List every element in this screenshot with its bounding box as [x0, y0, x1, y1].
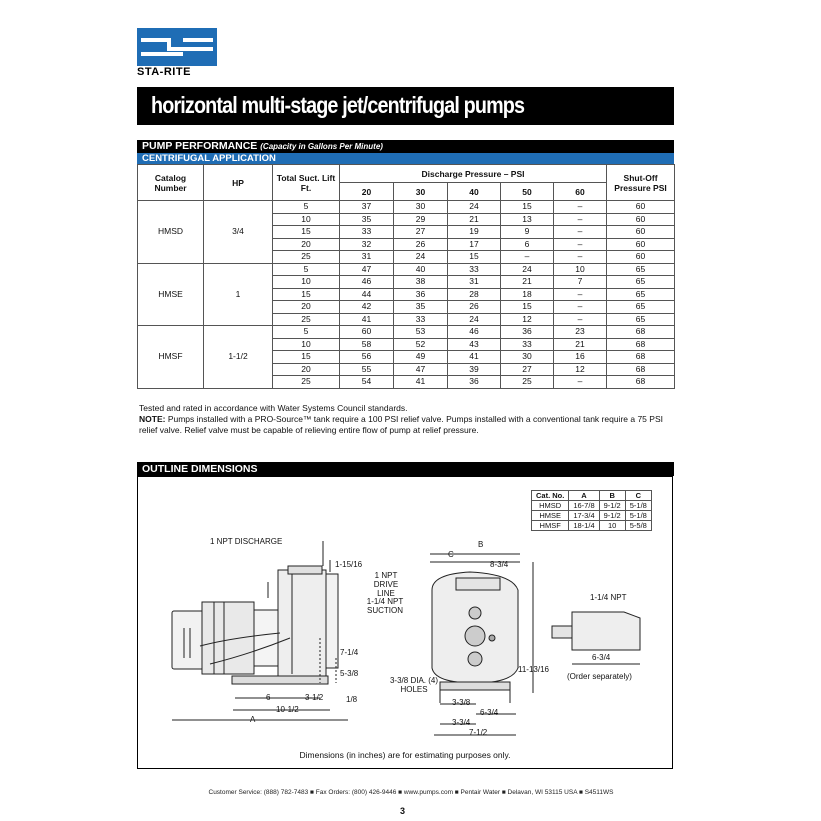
- capacity-cell: 41: [448, 351, 501, 364]
- col-psi-60: 60: [554, 183, 607, 201]
- capacity-cell: 21: [448, 213, 501, 226]
- hp-cell: 3/4: [204, 201, 273, 264]
- capacity-cell: 19: [448, 226, 501, 239]
- capacity-cell: 35: [340, 213, 394, 226]
- shutoff-cell: 60: [607, 213, 675, 226]
- capacity-cell: 21: [501, 276, 554, 289]
- shutoff-cell: 60: [607, 251, 675, 264]
- table-row: [138, 201, 675, 214]
- dims-cell: 5-5/8: [625, 521, 651, 531]
- capacity-cell: 30: [501, 351, 554, 364]
- dims-cell: 18-1/4: [569, 521, 599, 531]
- capacity-cell: –: [501, 251, 554, 264]
- dims-cell: 9-1/2: [599, 511, 625, 521]
- capacity-cell: 16: [554, 351, 607, 364]
- lift-cell: 5: [273, 263, 340, 276]
- outline-title: OUTLINE DIMENSIONS: [142, 463, 258, 475]
- label-10-1-2: 10-1/2: [276, 705, 299, 714]
- capacity-cell: 7: [554, 276, 607, 289]
- label-6-3-4b: 6-3/4: [592, 653, 611, 662]
- shutoff-cell: 68: [607, 363, 675, 376]
- capacity-cell: 42: [340, 301, 394, 314]
- col-psi-20: 20: [340, 183, 394, 201]
- dims-cell: 10: [599, 521, 625, 531]
- capacity-cell: 21: [554, 338, 607, 351]
- label-npt-drive: 1 NPT DRIVE LINE: [373, 571, 399, 598]
- relief-note: [139, 414, 679, 436]
- dims-cell: 5-1/8: [625, 501, 651, 511]
- capacity-cell: 60: [340, 326, 394, 339]
- capacity-cell: 46: [448, 326, 501, 339]
- capacity-cell: 30: [394, 201, 448, 214]
- col-catalog: Catalog Number: [138, 165, 204, 201]
- capacity-cell: 26: [448, 301, 501, 314]
- capacity-cell: 31: [340, 251, 394, 264]
- capacity-cell: 33: [340, 226, 394, 239]
- brand-logo: [137, 28, 217, 66]
- capacity-cell: 47: [340, 263, 394, 276]
- label-7-1-4: 7-1/4: [340, 648, 359, 657]
- lift-cell: 25: [273, 376, 340, 389]
- hp-cell: 1: [204, 263, 273, 326]
- label-order-separately: (Order separately): [567, 672, 632, 681]
- label-3-3-4: 3-3/4: [452, 718, 471, 727]
- capacity-cell: 37: [340, 201, 394, 214]
- lift-cell: 5: [273, 201, 340, 214]
- hp-cell: 1-1/2: [204, 326, 273, 389]
- dims-cell: HMSD: [532, 501, 569, 511]
- page-title-bar: [137, 87, 674, 125]
- dims-col-a: A: [569, 491, 599, 501]
- dims-cell: 9-1/2: [599, 501, 625, 511]
- shutoff-cell: 65: [607, 301, 675, 314]
- capacity-cell: –: [554, 376, 607, 389]
- capacity-cell: 39: [448, 363, 501, 376]
- capacity-cell: 54: [340, 376, 394, 389]
- disclaimer: Dimensions (in inches) are for estimating purposes only.: [299, 750, 511, 760]
- capacity-cell: 23: [554, 326, 607, 339]
- capacity-cell: 41: [340, 313, 394, 326]
- capacity-cell: 10: [554, 263, 607, 276]
- performance-subtitle: (Capacity in Gallons Per Minute): [260, 142, 383, 151]
- capacity-cell: 24: [394, 251, 448, 264]
- capacity-cell: 17: [448, 238, 501, 251]
- dims-col-cat: Cat. No.: [532, 491, 569, 501]
- capacity-cell: 36: [448, 376, 501, 389]
- capacity-cell: 24: [501, 263, 554, 276]
- note-label: NOTE:: [139, 414, 166, 424]
- capacity-cell: 55: [340, 363, 394, 376]
- performance-table: [137, 164, 675, 389]
- capacity-cell: 36: [394, 288, 448, 301]
- shutoff-cell: 60: [607, 226, 675, 239]
- lift-cell: 20: [273, 238, 340, 251]
- label-1-15-16: 1-15/16: [335, 560, 363, 569]
- lift-cell: 25: [273, 251, 340, 264]
- col-psi-50: 50: [501, 183, 554, 201]
- outline-heading: [137, 462, 674, 476]
- lift-cell: 15: [273, 226, 340, 239]
- capacity-cell: 43: [448, 338, 501, 351]
- label-npt-1-1-4: 1-1/4 NPT: [590, 593, 627, 602]
- label-holes: 3-3/8 DIA. (4) HOLES: [389, 676, 438, 694]
- lift-cell: 20: [273, 363, 340, 376]
- shutoff-cell: 65: [607, 288, 675, 301]
- dims-col-c: C: [625, 491, 651, 501]
- lift-cell: 10: [273, 338, 340, 351]
- capacity-cell: 33: [501, 338, 554, 351]
- application-title: CENTRIFUGAL APPLICATION: [142, 153, 276, 164]
- table-row: [138, 326, 675, 339]
- capacity-cell: –: [554, 301, 607, 314]
- label-3-3-8: 3-3/8: [452, 698, 471, 707]
- col-shutoff: Shut-Off Pressure PSI: [607, 165, 675, 201]
- shutoff-cell: 68: [607, 326, 675, 339]
- shutoff-cell: 68: [607, 351, 675, 364]
- label-5-3-8: 5-3/8: [340, 669, 359, 678]
- shutoff-cell: 60: [607, 238, 675, 251]
- dims-cell: 17-3/4: [569, 511, 599, 521]
- shutoff-cell: 60: [607, 201, 675, 214]
- table-row: [138, 263, 675, 276]
- capacity-cell: 15: [448, 251, 501, 264]
- tested-note: Tested and rated in accordance with Water Systems Council standards.: [139, 403, 408, 413]
- brand-logo-icon: [137, 28, 217, 66]
- lift-cell: 15: [273, 351, 340, 364]
- col-psi-30: 30: [394, 183, 448, 201]
- catalog-number-cell: HMSF: [138, 326, 204, 389]
- capacity-cell: 6: [501, 238, 554, 251]
- shutoff-cell: 68: [607, 376, 675, 389]
- capacity-cell: 53: [394, 326, 448, 339]
- capacity-cell: 28: [448, 288, 501, 301]
- col-lift: Total Suct. Lift Ft.: [273, 165, 340, 201]
- capacity-cell: 58: [340, 338, 394, 351]
- capacity-cell: 33: [448, 263, 501, 276]
- page-number: 3: [400, 806, 406, 816]
- capacity-cell: 31: [448, 276, 501, 289]
- lift-cell: 15: [273, 288, 340, 301]
- capacity-cell: 12: [501, 313, 554, 326]
- label-8-3-4: 8-3/4: [490, 560, 509, 569]
- capacity-cell: 40: [394, 263, 448, 276]
- capacity-cell: 9: [501, 226, 554, 239]
- capacity-cell: 18: [501, 288, 554, 301]
- lift-cell: 10: [273, 213, 340, 226]
- label-11-13-16: 11-13/16: [518, 665, 549, 674]
- brand-name: STA-RITE: [137, 66, 191, 78]
- capacity-cell: 52: [394, 338, 448, 351]
- capacity-cell: 15: [501, 301, 554, 314]
- lift-cell: 20: [273, 301, 340, 314]
- dims-cell: 16-7/8: [569, 501, 599, 511]
- label-3-1-2: 3-1/2: [305, 693, 324, 702]
- shutoff-cell: 65: [607, 276, 675, 289]
- capacity-cell: 24: [448, 201, 501, 214]
- label-6: 6: [266, 693, 271, 702]
- capacity-cell: 47: [394, 363, 448, 376]
- note-text: Pumps installed with a PRO-Source™ tank require a 100 PSI relief valve. Pumps installed with a conventional tank require a 75 PSI relief valve. Relief valve must be capable of relieving entire flow of pump at relief pressure.: [139, 414, 663, 435]
- label-npt-suction: 1-1/4 NPT SUCTION: [366, 597, 404, 615]
- capacity-cell: –: [554, 238, 607, 251]
- capacity-cell: 26: [394, 238, 448, 251]
- label-7-1-2: 7-1/2: [469, 728, 488, 737]
- col-discharge: Discharge Pressure – PSI: [340, 165, 607, 183]
- capacity-cell: 41: [394, 376, 448, 389]
- capacity-cell: 38: [394, 276, 448, 289]
- application-heading: [137, 153, 674, 164]
- capacity-cell: –: [554, 213, 607, 226]
- capacity-cell: 32: [340, 238, 394, 251]
- capacity-cell: 56: [340, 351, 394, 364]
- capacity-cell: 25: [501, 376, 554, 389]
- label-1-8: 1/8: [346, 695, 358, 704]
- dims-cell: HMSE: [532, 511, 569, 521]
- performance-heading: [137, 140, 674, 153]
- catalog-number-cell: HMSD: [138, 201, 204, 264]
- lift-cell: 5: [273, 326, 340, 339]
- dims-col-b: B: [599, 491, 625, 501]
- capacity-cell: 35: [394, 301, 448, 314]
- capacity-cell: –: [554, 288, 607, 301]
- lift-cell: 10: [273, 276, 340, 289]
- capacity-cell: 15: [501, 201, 554, 214]
- catalog-number-cell: HMSE: [138, 263, 204, 326]
- capacity-cell: 13: [501, 213, 554, 226]
- label-b: B: [478, 540, 484, 549]
- capacity-cell: 12: [554, 363, 607, 376]
- capacity-cell: 44: [340, 288, 394, 301]
- capacity-cell: –: [554, 313, 607, 326]
- label-npt-discharge: 1 NPT DISCHARGE: [210, 537, 283, 546]
- notes: [139, 403, 679, 436]
- shutoff-cell: 65: [607, 263, 675, 276]
- capacity-cell: 33: [394, 313, 448, 326]
- col-hp: HP: [204, 165, 273, 201]
- capacity-cell: 27: [394, 226, 448, 239]
- capacity-cell: –: [554, 226, 607, 239]
- capacity-cell: 24: [448, 313, 501, 326]
- capacity-cell: 46: [340, 276, 394, 289]
- label-6-3-4: 6-3/4: [480, 708, 499, 717]
- lift-cell: 25: [273, 313, 340, 326]
- capacity-cell: 29: [394, 213, 448, 226]
- dims-cell: HMSF: [532, 521, 569, 531]
- capacity-cell: 27: [501, 363, 554, 376]
- capacity-cell: –: [554, 251, 607, 264]
- capacity-cell: –: [554, 201, 607, 214]
- label-c: C: [448, 550, 454, 559]
- capacity-cell: 49: [394, 351, 448, 364]
- footer: Customer Service: (888) 782-7483 ■ Fax Orders: (800) 426-9446 ■ www.pumps.com ■ Pentair Water ■ Delavan, WI 53115 USA ■ S4511WS: [208, 789, 614, 796]
- performance-title: PUMP PERFORMANCE: [142, 140, 258, 152]
- shutoff-cell: 68: [607, 338, 675, 351]
- capacity-cell: 36: [501, 326, 554, 339]
- page-title: horizontal multi-stage jet/centrifugal pumps: [151, 92, 525, 118]
- shutoff-cell: 65: [607, 313, 675, 326]
- dims-cell: 5-1/8: [625, 511, 651, 521]
- col-psi-40: 40: [448, 183, 501, 201]
- label-a: A: [250, 715, 256, 724]
